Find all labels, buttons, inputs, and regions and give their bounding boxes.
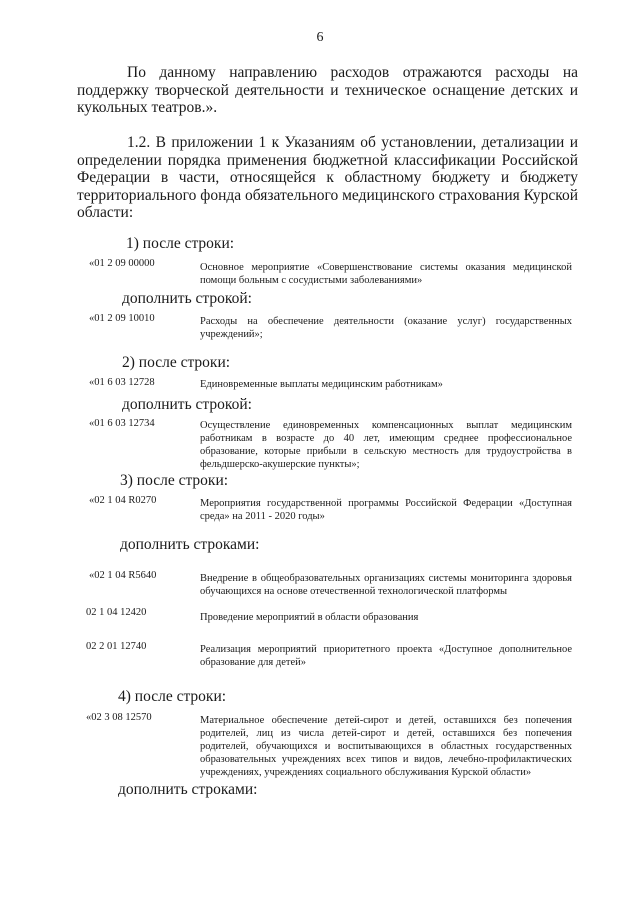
step-3-add-text-3: Реализация мероприятий приоритетного проекта «Доступное дополнительное образование для детей» (200, 644, 572, 668)
step-1-add-label: дополнить строкой: (122, 290, 252, 307)
step-3-after-text: Мероприятия государственной программы Российской Федерации «Доступная среда» на 2011 - 2020 годы» (200, 498, 572, 522)
step-1-after-label: 1) после строки: (126, 235, 235, 252)
step-2-add-text: Осуществление единовременных компенсационных выплат медицинским работникам в возрасте до 40 лет, имеющим среднее профессиональное образование, которые прибыли в сельскую местность для трудоустройства в фельдшерско-акушерские пункты»; (200, 420, 572, 470)
step-1-add-text: Расходы на обеспечение деятельности (оказание услуг) государственных учреждений»; (200, 316, 572, 340)
step-3-add-code-3: 02 2 01 12740 (86, 641, 147, 652)
step-3-after-code: «02 1 04 R0270 (89, 495, 157, 506)
step-2-after-code: «01 6 03 12728 (89, 377, 155, 388)
step-2-after-label: 2) после строки: (122, 354, 231, 371)
page-number: 6 (316, 30, 324, 45)
step-4-after-code: «02 3 08 12570 (86, 712, 152, 723)
step-3-add-label: дополнить строками: (120, 536, 260, 553)
step-2-add-code: «01 6 03 12734 (89, 418, 155, 429)
intro-paragraph: По данному направлению расходов отражаются расходы на поддержку творческой деятельности и техническое оснащение детских и кукольных театров.». (77, 64, 578, 116)
step-3-add-code-2: 02 1 04 12420 (86, 607, 147, 618)
step-4-after-text: Материальное обеспечение детей-сирот и детей, оставшихся без попечения родителей, лиц из числа детей-сирот и детей, оставшихся без попечения родителей, обучающихся и воспитывающихся в областных государственных образовательных учреждениях всех типов и видов, лечебно-профилактических учреждениях, учреждениях социального обслуживания Курской области» (200, 715, 572, 778)
step-4-after-label: 4) после строки: (118, 688, 227, 705)
step-3-after-label: 3) после строки: (120, 472, 229, 489)
section-paragraph: 1.2. В приложении 1 к Указаниям об установлении, детализации и определении порядка применения бюджетной классификации Российской Федерации в части, относящейся к областному бюджету и бюджету территориального фонда обязательного медицинского страхования Курской области: (77, 134, 578, 221)
step-4-add-label: дополнить строками: (118, 781, 258, 798)
step-3-add-text-1: Внедрение в общеобразовательных организациях системы мониторинга здоровья обучающихся на основе отечественной технологической платформы (200, 573, 572, 597)
step-1-after-text: Основное мероприятие «Совершенствование системы оказания медицинской помощи больным с сосудистыми заболеваниями» (200, 262, 572, 286)
step-1-add-code: «01 2 09 10010 (89, 313, 155, 324)
step-2-add-label: дополнить строкой: (122, 396, 252, 413)
step-2-after-text: Единовременные выплаты медицинским работникам» (200, 379, 443, 390)
step-1-after-code: «01 2 09 00000 (89, 258, 155, 269)
step-3-add-text-2: Проведение мероприятий в области образования (200, 612, 419, 623)
step-3-add-code-1: «02 1 04 R5640 (89, 570, 157, 581)
